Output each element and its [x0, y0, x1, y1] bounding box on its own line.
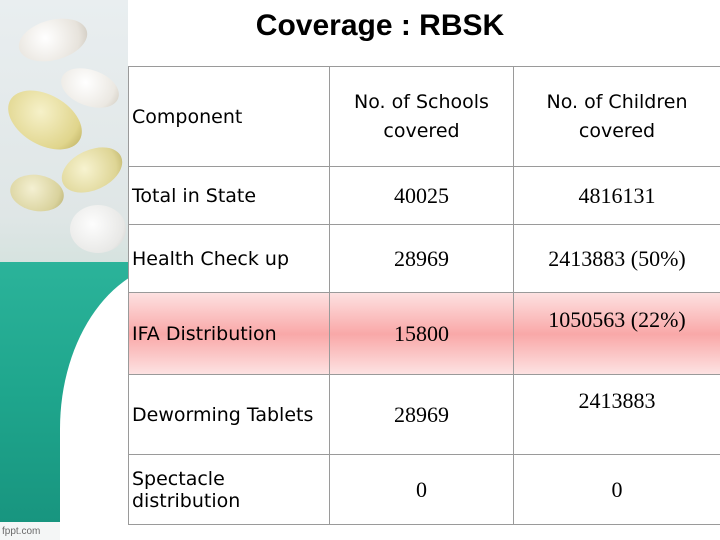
row-schools: 28969	[330, 375, 514, 455]
row-children	[514, 375, 720, 455]
header-schools: No. of Schools covered	[330, 67, 514, 167]
row-children: 4816131	[514, 167, 720, 225]
row-children	[514, 293, 720, 375]
row-children: 0	[514, 455, 720, 525]
table-header-row	[129, 67, 720, 167]
row-component: Total in State	[129, 167, 330, 225]
pills-photo	[0, 0, 128, 540]
row-component: Deworming Tablets	[129, 375, 330, 455]
row-children-value: 1050563 (22%)	[548, 306, 686, 332]
row-component: Spectacle distribution	[129, 455, 330, 525]
row-schools: 15800	[330, 293, 514, 375]
row-schools: 40025	[330, 167, 514, 225]
coverage-table-container	[128, 66, 720, 524]
pill-shape	[14, 12, 92, 69]
table-row	[129, 455, 720, 525]
pill-shape	[7, 171, 66, 216]
pill-shape	[70, 205, 126, 253]
table-row	[129, 375, 720, 455]
table-row	[129, 225, 720, 293]
header-children: No. of Children covered	[514, 67, 720, 167]
header-component: Component	[129, 67, 330, 167]
slide-title: Coverage : RBSK	[255, 9, 505, 42]
watermark-text: fppt.com	[2, 526, 41, 537]
table-row-highlighted	[129, 293, 720, 375]
row-component: Health Check up	[129, 225, 330, 293]
row-schools: 28969	[330, 225, 514, 293]
row-schools: 0	[330, 455, 514, 525]
table-row	[129, 167, 720, 225]
coverage-table	[128, 66, 720, 525]
row-children: 2413883 (50%)	[514, 225, 720, 293]
row-component: IFA Distribution	[129, 293, 330, 375]
row-children-value: 2413883	[578, 387, 656, 413]
